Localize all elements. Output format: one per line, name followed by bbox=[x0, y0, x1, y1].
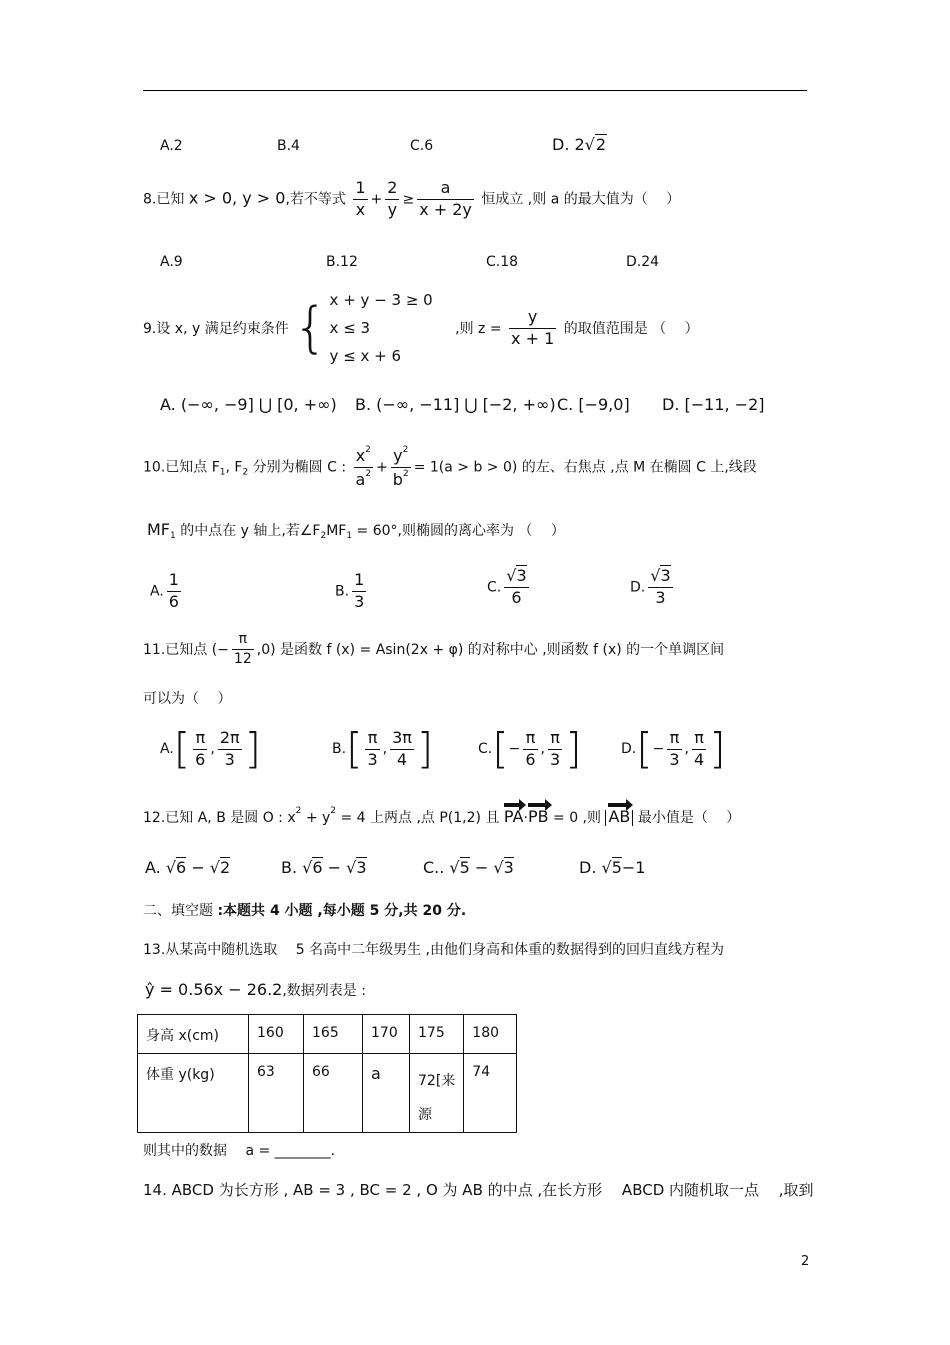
fraction bbox=[354, 446, 374, 489]
q12-prefix: 12.已知 A, B 是圆 O : x bbox=[143, 810, 296, 826]
sec-text: :本题共 bbox=[217, 903, 270, 919]
superscript: 2 bbox=[402, 468, 409, 479]
q12-mid3: = 0 ,则 bbox=[553, 810, 602, 826]
section-2-heading bbox=[143, 900, 466, 920]
vector-pb: PB bbox=[527, 807, 549, 826]
q12-mid2: = 4 上两点 ,点 P(1,2) 且 bbox=[340, 810, 500, 826]
minus-sign: −1 bbox=[621, 858, 646, 877]
constraint-3: y ≤ x + 6 bbox=[329, 347, 402, 365]
q13-tail: ,数据列表是 : bbox=[282, 983, 366, 999]
fraction bbox=[692, 727, 706, 769]
q10-prefix: 10.已知点 F bbox=[143, 459, 220, 476]
bracket-icon: ] bbox=[244, 724, 262, 773]
sec-points: 5 bbox=[369, 903, 380, 919]
frac-num bbox=[354, 446, 374, 468]
minus-sign: − bbox=[474, 858, 489, 877]
fraction bbox=[365, 727, 379, 769]
sec-text: 小题 ,每小题 bbox=[279, 903, 370, 919]
subscript: 1 bbox=[170, 531, 176, 541]
frac-den: 6 bbox=[525, 749, 536, 769]
q7-d-prefix: D. 2 bbox=[552, 135, 585, 154]
var: x bbox=[355, 446, 366, 465]
question-11 bbox=[143, 632, 724, 666]
q7-option-b: B.4 bbox=[277, 138, 300, 154]
fraction bbox=[523, 727, 537, 769]
vector-ab: AB bbox=[608, 807, 631, 826]
radicand: 5 bbox=[459, 858, 470, 877]
q8-option-a: A.9 bbox=[160, 254, 183, 270]
brace-icon: { bbox=[293, 296, 328, 359]
frac-den: 3 bbox=[655, 587, 666, 607]
q7-option-a: A.2 bbox=[160, 138, 183, 154]
q8-mid: ,若不等式 bbox=[285, 191, 346, 208]
fraction bbox=[193, 727, 207, 769]
q11-mid: ,0) 是函数 f (x) = Asin(2x + φ) 的对称中心 ,则函数 f (x) 的一个单调区间 bbox=[256, 642, 725, 659]
q9-option-b: B. (−∞, −11] ⋃ [−2, +∞) bbox=[355, 395, 556, 414]
q10-line2-c: MF bbox=[326, 523, 347, 539]
page-number: 2 bbox=[801, 1254, 810, 1269]
frac-den: 3 bbox=[550, 749, 561, 769]
option-label: D. bbox=[579, 858, 597, 877]
frac-den bbox=[354, 468, 374, 489]
sec-total: 20 bbox=[422, 903, 442, 919]
radicand: 2 bbox=[595, 135, 607, 154]
fraction bbox=[667, 727, 681, 769]
subscript: 2 bbox=[242, 467, 249, 478]
q10-mid2: 的左、右焦点 ,点 M 在椭圆 C 上,线段 bbox=[521, 459, 757, 476]
frac-num: π bbox=[365, 730, 379, 750]
q10-mf: MF bbox=[147, 520, 171, 539]
frac-den: 12 bbox=[233, 650, 252, 667]
q10-line2-b: 的中点在 y 轴上,若∠F bbox=[180, 523, 321, 539]
fraction bbox=[548, 727, 562, 769]
table-cell: 175 bbox=[410, 1015, 464, 1054]
minus-sign: − bbox=[327, 858, 342, 877]
constraint-2: x ≤ 3 bbox=[329, 319, 371, 337]
q8-option-c: C.18 bbox=[486, 254, 519, 270]
frac-num: √3 bbox=[648, 568, 672, 588]
frac-den: 6 bbox=[168, 591, 179, 611]
fraction bbox=[509, 306, 556, 348]
fraction bbox=[391, 446, 411, 489]
frac-den: 3 bbox=[669, 749, 680, 769]
plus-sign: + bbox=[370, 191, 383, 208]
q11-option-d: D.[− $\frac{\pi}{3}$ , $\frac{\pi}{4}$ ] bbox=[621, 724, 726, 773]
q10-option-a bbox=[150, 572, 184, 611]
frac-den bbox=[391, 468, 411, 489]
frac-num: y bbox=[509, 309, 556, 329]
q10-option-c bbox=[487, 568, 532, 607]
bracket-icon: ] bbox=[565, 724, 582, 773]
frac-den: x + 1 bbox=[511, 328, 555, 348]
frac-num bbox=[391, 446, 411, 468]
option-label: A. bbox=[145, 858, 161, 877]
table-cell: 66 bbox=[304, 1054, 363, 1133]
dot-sign: · bbox=[523, 810, 528, 826]
option-label: D. bbox=[630, 579, 646, 596]
q12-option-c: C.. √5 − √3 bbox=[423, 858, 514, 877]
option-label: D. bbox=[621, 741, 637, 757]
radicand: 5 bbox=[611, 858, 622, 877]
sec-text: 二、填空题 bbox=[143, 903, 218, 919]
q11-prefix: 11.已知点 (− bbox=[143, 642, 229, 659]
table-cell: 63 bbox=[249, 1054, 304, 1133]
frac-den: 4 bbox=[694, 749, 705, 769]
option-label: B. bbox=[281, 858, 298, 877]
table-cell: 170 bbox=[363, 1015, 410, 1054]
q9-option-c: C. [−9,0] bbox=[557, 395, 630, 414]
var: y bbox=[393, 446, 403, 465]
q11-option-b: B.[ $\frac{\pi}{3}$ , $\frac{3\pi}{4}$ ] bbox=[332, 724, 434, 773]
table-cell: 180 bbox=[464, 1015, 517, 1054]
q8-prefix: 8.已知 bbox=[143, 191, 185, 208]
frac-den: 3 bbox=[224, 749, 235, 769]
option-label: B. bbox=[335, 583, 350, 600]
frac-num: π bbox=[523, 730, 537, 750]
frac-num: 1 bbox=[353, 180, 367, 200]
frac-num: √3 bbox=[504, 568, 528, 588]
option-label: B. bbox=[332, 741, 347, 757]
fraction bbox=[218, 727, 242, 769]
vector-pa: PA bbox=[503, 807, 524, 826]
frac-num: π bbox=[548, 730, 562, 750]
frac-num: 1 bbox=[167, 572, 181, 592]
q10-eq: = 1(a > b > 0) bbox=[413, 459, 518, 476]
question-14: 14. ABCD 为长方形 , AB = 3 , BC = 2 , O 为 AB 的中点 ,在长方形 ABCD 内随机取一点 ,取到 bbox=[143, 1181, 814, 1199]
q9-option-d: D. [−11, −2] bbox=[662, 395, 765, 414]
sec-text: 分. bbox=[441, 903, 467, 919]
frac-den: 6 bbox=[195, 749, 206, 769]
radicand: 3 bbox=[516, 566, 527, 585]
ge-sign: ≥ bbox=[402, 191, 415, 208]
bracket-icon: ] bbox=[416, 724, 434, 773]
question-9 bbox=[143, 286, 699, 370]
q9-mid: ,则 z = bbox=[455, 321, 502, 337]
option-label: C.. bbox=[423, 858, 445, 877]
fraction bbox=[648, 568, 672, 607]
option-label: A. bbox=[150, 583, 164, 600]
regression-equation: ŷ = 0.56x − 26.2 bbox=[145, 980, 283, 999]
frac-num: π bbox=[692, 730, 706, 750]
minus-sign: − bbox=[191, 858, 205, 877]
bracket-icon: [ bbox=[636, 724, 653, 773]
constraint-system bbox=[330, 286, 433, 370]
q10-option-d bbox=[630, 568, 676, 607]
q12-suffix: 最小值是（ ） bbox=[637, 810, 741, 826]
q9-option-a: A. (−∞, −9] ⋃ [0, +∞) bbox=[160, 395, 337, 414]
constraint-1: x + y − 3 ≥ 0 bbox=[329, 291, 433, 309]
superscript: 2 bbox=[365, 468, 372, 479]
fraction bbox=[352, 572, 366, 611]
question-8 bbox=[143, 180, 680, 219]
question-10-line2 bbox=[147, 520, 565, 541]
radicand: 3 bbox=[356, 858, 367, 877]
table-row bbox=[138, 1015, 517, 1054]
q12-mid1: + y bbox=[305, 810, 331, 826]
fraction bbox=[504, 568, 528, 607]
q8-option-b: B.12 bbox=[326, 254, 358, 270]
radicand: 2 bbox=[220, 858, 231, 877]
q10-comma: , F bbox=[225, 459, 243, 476]
q7-option-d bbox=[552, 135, 607, 154]
q8-condition: x > 0, y > 0 bbox=[188, 188, 286, 208]
table-cell: 体重 y(kg) bbox=[138, 1054, 249, 1133]
subscript: 2 bbox=[320, 531, 327, 541]
table-cell: 身高 x(cm) bbox=[138, 1015, 249, 1054]
frac-num: 2 bbox=[385, 180, 399, 200]
question-11-line2: 可以为（ ） bbox=[143, 691, 232, 707]
table-cell: 72[来源 bbox=[410, 1054, 464, 1133]
bracket-icon: ] bbox=[709, 724, 726, 773]
subscript: 1 bbox=[219, 467, 226, 478]
frac-num: a bbox=[417, 180, 474, 200]
frac-den: 4 bbox=[396, 749, 408, 769]
fraction bbox=[390, 727, 414, 769]
frac-den: 3 bbox=[367, 749, 378, 769]
frac-num: 2π bbox=[218, 730, 242, 750]
frac-den: y bbox=[387, 199, 398, 219]
var: a bbox=[355, 469, 366, 489]
fraction bbox=[353, 180, 367, 219]
q12-option-b: B. √6 − √3 bbox=[281, 858, 367, 877]
fraction bbox=[167, 572, 181, 611]
bracket-icon: [ bbox=[492, 724, 509, 773]
table-cell: a bbox=[363, 1054, 410, 1133]
table-row bbox=[138, 1054, 517, 1133]
q9-prefix: 9.设 x, y 满足约束条件 bbox=[143, 321, 289, 337]
sec-text: 分,共 bbox=[379, 903, 423, 919]
question-10: 10.已知点 $F_1$, $F_2$ 分别为椭圆 C : $\frac{x^2}{a^2}$ + $\frac{y^2}{b^2}$ = 1(a > b > 0) 的左、右焦点 ,点 M 在椭圆 C 上,线段 bbox=[143, 445, 757, 489]
q10-line2-d: = 60°,则椭圆的离心率为 （ ） bbox=[356, 523, 565, 539]
radicand: 3 bbox=[660, 566, 671, 585]
superscript: 2 bbox=[402, 445, 409, 455]
fraction bbox=[232, 632, 254, 666]
question-13-blank: 则其中的数据 a = ________. bbox=[143, 1143, 336, 1159]
table-cell: 74 bbox=[464, 1054, 517, 1133]
q11-option-c: C.[− $\frac{\pi}{6}$ , $\frac{\pi}{3}$ ] bbox=[478, 724, 582, 773]
option-label: C. bbox=[478, 741, 493, 757]
table-cell: 165 bbox=[304, 1015, 363, 1054]
bracket-icon: [ bbox=[346, 724, 363, 773]
q9-suffix: 的取值范围是 （ ） bbox=[563, 321, 699, 337]
fraction bbox=[385, 180, 399, 219]
frac-den: x bbox=[355, 199, 366, 219]
frac-den: 3 bbox=[354, 591, 365, 611]
q12-option-d: D. √5−1 bbox=[579, 858, 646, 877]
q11-option-a: A.[ $\frac{\pi}{6}$ , $\frac{2\pi}{3}$ ] bbox=[160, 724, 262, 773]
radicand: 6 bbox=[312, 858, 323, 877]
q8-suffix: 恒成立 ,则 a 的最大值为（ ） bbox=[481, 191, 681, 208]
superscript: 2 bbox=[365, 445, 371, 455]
question-13: 13.从某高中随机选取 5 名高中二年级男生 ,由他们身高和体重的数据得到的回归直线方程为 bbox=[143, 942, 724, 958]
question-12: 12.已知 A, B 是圆 O : $x^2 + y^2 = 4$ 上两点 ,点 P(1,2) 且 PA·PB = 0 ,则 AB 最小值是（ ） bbox=[143, 806, 741, 826]
table-cell: 160 bbox=[249, 1015, 304, 1054]
q7-option-c: C.6 bbox=[410, 138, 434, 154]
bracket-icon: [ bbox=[173, 724, 191, 773]
frac-den: x + 2y bbox=[419, 199, 472, 219]
data-table bbox=[137, 1014, 517, 1133]
frac-num: π bbox=[193, 730, 207, 750]
option-label: C. bbox=[487, 579, 502, 596]
q12-option-a: A. √6 − √2 bbox=[145, 858, 231, 877]
frac-num: 3π bbox=[390, 730, 414, 750]
fraction bbox=[417, 180, 474, 219]
frac-den: 6 bbox=[511, 587, 522, 607]
frac-num: 1 bbox=[352, 572, 366, 592]
radicand: 6 bbox=[176, 858, 187, 877]
radicand: 3 bbox=[503, 858, 514, 877]
q10-mid1: 分别为椭圆 C : bbox=[252, 459, 347, 476]
sec-count: 4 bbox=[269, 903, 280, 919]
q10-option-b bbox=[335, 572, 369, 611]
q8-option-d: D.24 bbox=[626, 254, 660, 270]
frac-num: π bbox=[232, 632, 254, 650]
header-rule bbox=[143, 90, 807, 91]
option-label: A. bbox=[160, 741, 174, 757]
subscript: 1 bbox=[346, 531, 353, 541]
sqrt: √2 bbox=[584, 135, 607, 154]
var: b bbox=[392, 469, 403, 489]
question-13-line2 bbox=[145, 980, 366, 1000]
frac-num: π bbox=[667, 730, 681, 750]
